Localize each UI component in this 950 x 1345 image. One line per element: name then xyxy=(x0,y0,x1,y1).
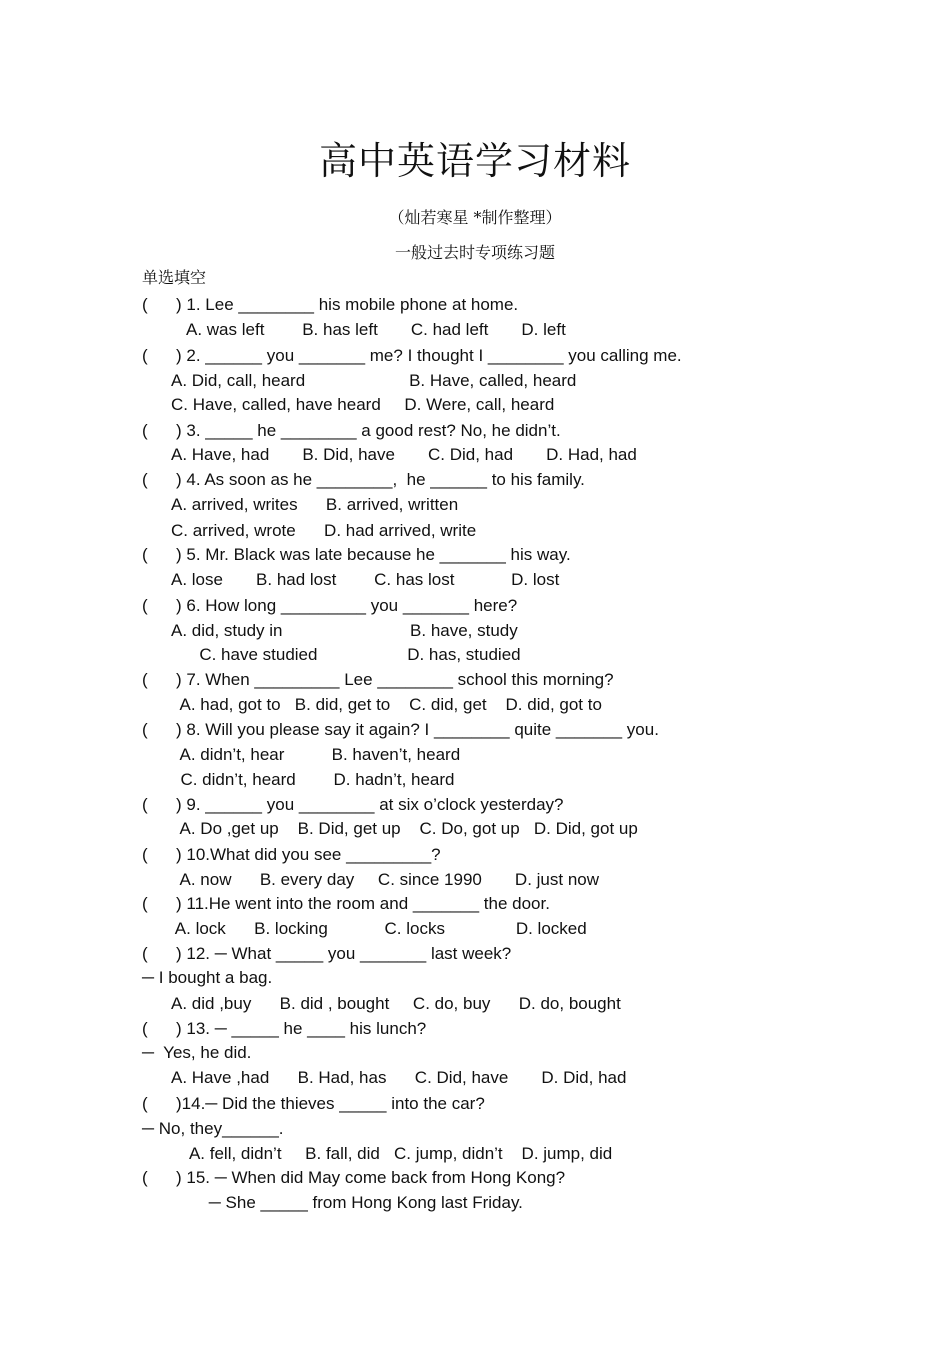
dialogue-answer: ─ No, they______. xyxy=(142,1119,284,1138)
question-options: A. fell, didn’t B. fall, did C. jump, didn’t D. jump, did xyxy=(171,1144,613,1163)
question-options: A. didn’t, hear B. haven’t, heard xyxy=(171,745,461,764)
section-label: 单选填空 xyxy=(142,268,207,287)
question-options: C. have studied D. has, studied xyxy=(171,645,521,664)
question-stem: ( ) 2. ______ you _______ me? I thought I ________ you calling me. xyxy=(142,346,682,365)
document-subtitle: （灿若寒星 *制作整理） xyxy=(388,208,562,227)
question-options: A. Have ,had B. Had, has C. Did, have D. Did, had xyxy=(171,1068,627,1087)
question-stem: ( ) 10.What did you see _________? xyxy=(142,845,441,864)
question-stem: ( ) 15. ─ When did May come back from Hong Kong? xyxy=(142,1168,566,1187)
question-options: A. was left B. has left C. had left D. left xyxy=(186,320,566,339)
question-options: A. Did, call, heard B. Have, called, heard xyxy=(171,371,577,390)
dialogue-answer: ─ Yes, he did. xyxy=(142,1043,252,1062)
document-title: 高中英语学习材料 xyxy=(318,139,631,183)
question-stem: ( ) 4. As soon as he ________, he ______ to his family. xyxy=(142,470,585,489)
dialogue-answer: ─ I bought a bag. xyxy=(142,968,273,987)
question-options: A. lose B. had lost C. has lost D. lost xyxy=(171,570,560,589)
question-options: A. arrived, writes B. arrived, written xyxy=(171,495,459,514)
question-stem: ( ) 9. ______ you ________ at six o’clock yesterday? xyxy=(142,795,564,814)
question-stem: ( ) 8. Will you please say it again? I ________ quite _______ you. xyxy=(142,720,659,739)
question-stem: ( ) 7. When _________ Lee ________ school this morning? xyxy=(142,670,614,689)
question-options: A. did, study in B. have, study xyxy=(171,621,518,640)
question-options: A. Have, had B. Did, have C. Did, had D. Had, had xyxy=(171,445,637,464)
question-options: A. had, got to B. did, get to C. did, get D. did, got to xyxy=(171,695,602,714)
question-options: C. arrived, wrote D. had arrived, write xyxy=(171,521,477,540)
question-stem: ( ) 5. Mr. Black was late because he _______ his way. xyxy=(142,545,571,564)
question-options: C. Have, called, have heard D. Were, call, heard xyxy=(171,395,555,414)
question-stem: ( )14.─ Did the thieves _____ into the car? xyxy=(142,1094,485,1113)
question-options: ─ She _____ from Hong Kong last Friday. xyxy=(171,1193,523,1212)
question-options: C. didn’t, heard D. hadn’t, heard xyxy=(171,770,455,789)
question-stem: ( ) 11.He went into the room and _______ the door. xyxy=(142,894,550,913)
question-stem: ( ) 1. Lee ________ his mobile phone at home. xyxy=(142,295,519,314)
question-options: A. did ,buy B. did , bought C. do, buy D. do, bought xyxy=(171,994,621,1013)
question-options: A. now B. every day C. since 1990 D. just now xyxy=(171,870,600,889)
question-stem: ( ) 12. ─ What _____ you _______ last week? xyxy=(142,944,512,963)
exercise-heading: 一般过去时专项练习题 xyxy=(394,243,555,262)
question-options: A. lock B. locking C. locks D. locked xyxy=(171,919,587,938)
question-stem: ( ) 3. _____ he ________ a good rest? No, he didn’t. xyxy=(142,421,561,440)
question-stem: ( ) 6. How long _________ you _______ here? xyxy=(142,596,518,615)
question-stem: ( ) 13. ─ _____ he ____ his lunch? xyxy=(142,1019,427,1038)
question-options: A. Do ,get up B. Did, get up C. Do, got up D. Did, got up xyxy=(171,819,638,838)
